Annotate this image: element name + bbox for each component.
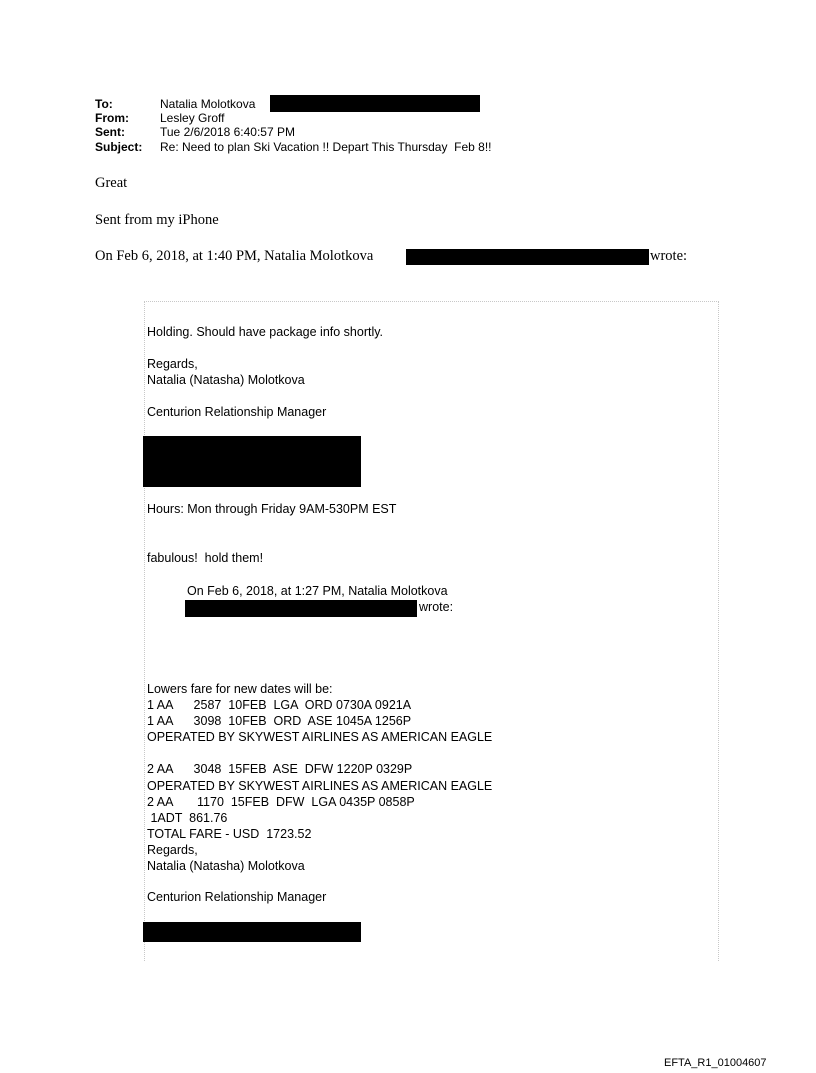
- from-value: Lesley Groff: [160, 111, 225, 125]
- fare-line: Regards,: [147, 842, 198, 857]
- fare-line: 1 AA 2587 10FEB LGA ORD 0730A 0921A: [147, 698, 412, 713]
- quoted-title: Centurion Relationship Manager: [147, 890, 327, 904]
- fare-line: [147, 745, 492, 761]
- quoted-line: Holding. Should have package info shortly.: [147, 325, 384, 339]
- redaction-block: [143, 436, 361, 487]
- quoted-hours: Hours: Mon through Friday 9AM-530PM EST: [147, 502, 397, 516]
- subject-label: Subject:: [95, 140, 143, 154]
- inner-quote-intro: On Feb 6, 2018, at 1:27 PM, Natalia Molotkova: [187, 584, 448, 598]
- fare-line: OPERATED BY SKYWEST AIRLINES AS AMERICAN EAGLE: [147, 778, 493, 793]
- redaction-bar: [143, 922, 361, 942]
- from-label: From:: [95, 111, 129, 125]
- redaction-bar: [270, 95, 480, 112]
- inner-quote-wrote: wrote:: [419, 600, 454, 614]
- sent-label: Sent:: [95, 125, 125, 139]
- reply-text: Great: [95, 175, 128, 191]
- fare-line: TOTAL FARE - USD 1723.52: [147, 826, 312, 841]
- quoted-title: Centurion Relationship Manager: [147, 405, 327, 419]
- subject-value: Re: Need to plan Ski Vacation !! Depart This Thursday Feb 8!!: [160, 140, 492, 154]
- document-id: EFTA_R1_01004607: [664, 1057, 767, 1069]
- quoted-regards: Regards,: [147, 357, 198, 371]
- sent-value: Tue 2/6/2018 6:40:57 PM: [160, 125, 295, 139]
- fare-line: OPERATED BY SKYWEST AIRLINES AS AMERICAN EAGLE: [147, 730, 493, 745]
- fare-line: 1ADT 861.76: [147, 810, 228, 825]
- fare-line: 2 AA 1170 15FEB DFW LGA 0435P 0858P: [147, 794, 415, 809]
- fare-line: 1 AA 3098 10FEB ORD ASE 1045A 1256P: [147, 714, 412, 729]
- to-label: To:: [95, 97, 113, 111]
- quoted-fabulous: fabulous! hold them!: [147, 551, 264, 565]
- redaction-bar: [406, 249, 649, 265]
- reply-signature: Sent from my iPhone: [95, 212, 219, 228]
- quote-intro: On Feb 6, 2018, at 1:40 PM, Natalia Molotkova: [95, 248, 374, 264]
- redaction-bar: [185, 600, 417, 617]
- fare-details: [147, 681, 492, 874]
- fare-line: 2 AA 3048 15FEB ASE DFW 1220P 0329P: [147, 762, 413, 777]
- to-value: Natalia Molotkova: [160, 97, 256, 111]
- fare-line: Natalia (Natasha) Molotkova: [147, 859, 305, 874]
- quote-wrote: wrote:: [650, 248, 688, 264]
- quoted-name: Natalia (Natasha) Molotkova: [147, 373, 305, 387]
- fare-line: Lowers fare for new dates will be:: [147, 682, 333, 696]
